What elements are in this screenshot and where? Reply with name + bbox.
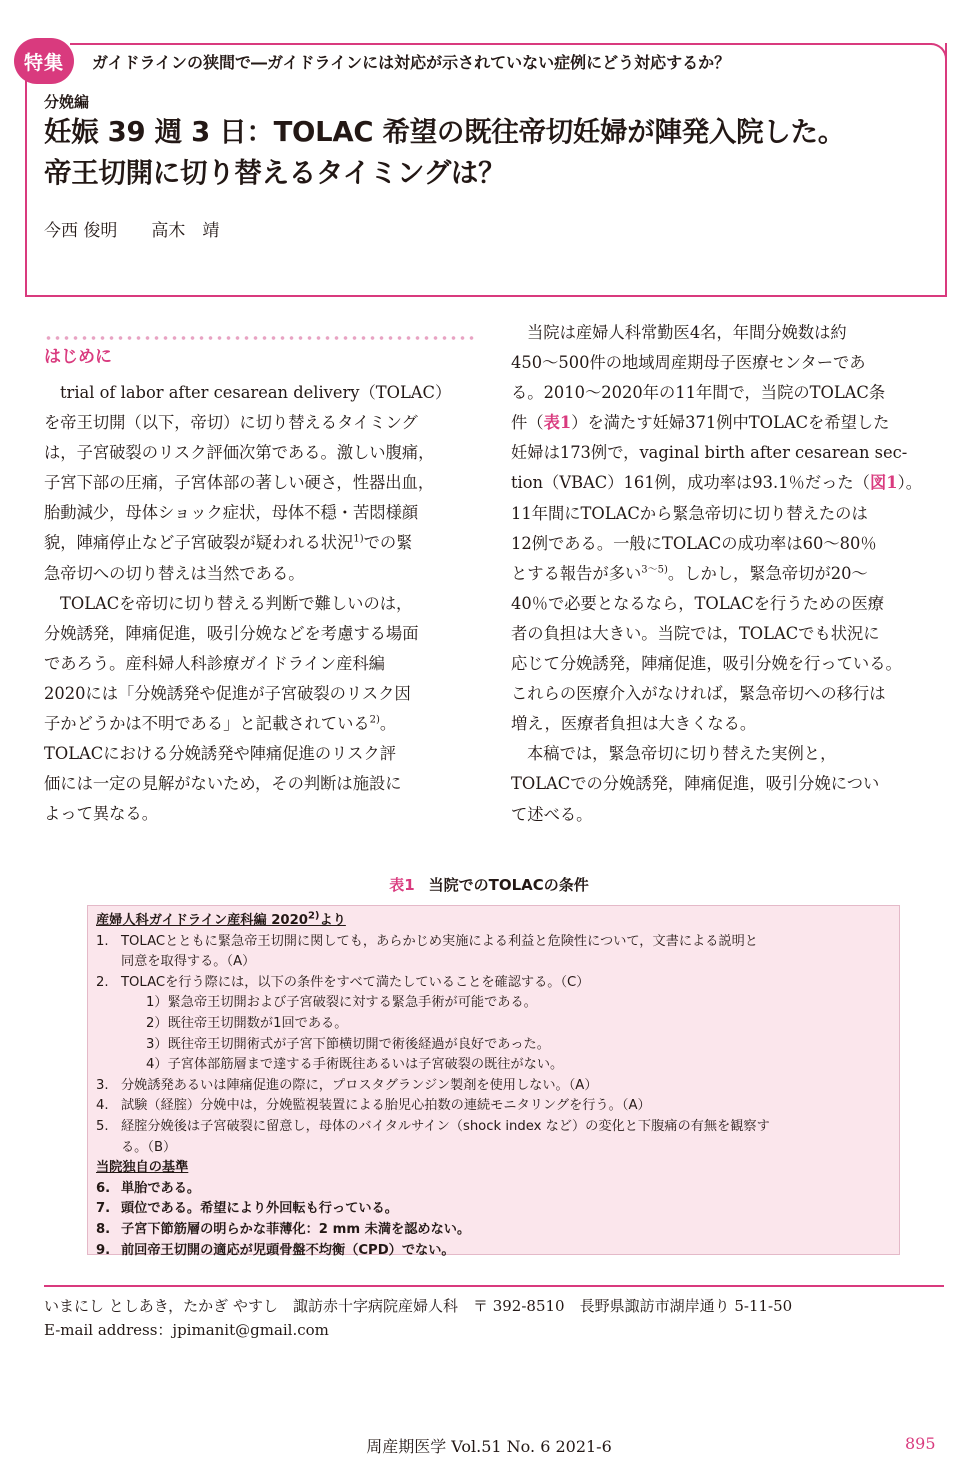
text-fragment: ）を満たす妊婦371例中TOLACを希望した [571,413,890,433]
table-item [96,952,891,973]
text-line: TOLACにおける分娩誘発や陣痛促進のリスク評 [44,744,396,764]
table-heading-text: 産婦人科ガイドライン産科編 2020 [96,913,308,928]
item-text: 2）既往帝王切開数が1回である。 [146,1015,348,1031]
text-line: TOLACを帝切に切り替える判断で難しいのは， [60,593,413,613]
text-line: は，子宮破裂のリスク評価次第である。激しい腹痛， [44,443,435,463]
intro-body [44,378,476,829]
text-line: 分娩誘発，陣痛促進，吸引分娩などを考慮する場面 [44,623,419,643]
figure-reference-link[interactable]: 図1 [869,473,898,493]
table-item [96,1096,891,1117]
item-number [96,1014,121,1035]
text-fragment: とする報告が多い [511,563,642,583]
text-line: 当院は産婦人科常勤医4名，年間分娩数は約 [527,323,847,342]
table-item [96,1076,891,1097]
text-line: る。2010～2020年の11年間で，当院のTOLAC条 [511,383,886,403]
table-item [96,1055,891,1076]
item-number: 7. [96,1201,111,1217]
item-text: 3）既往帝王切開術式が子宮下節横切開で術後経過が良好であった。 [146,1036,550,1052]
citation-superscript: 3～5) [641,564,668,576]
table-item [96,1241,891,1262]
right-column-body [511,318,943,830]
item-number: 6. [96,1180,111,1196]
author-affiliation [44,1294,792,1342]
hospital-criteria-items [96,1179,891,1261]
special-feature-badge: 特集 [14,38,74,84]
item-number: 5. [96,1118,109,1134]
article-title-line-1: 妊娠 39 週 3 日：TOLAC 希望の既往帝切妊婦が陣発入院した。 [44,116,845,148]
table-item [96,993,891,1014]
item-text: 試験（経腟）分娩中は，分娩監視装置による胎児心拍数の連続モニタリングを行う。（A） [121,1098,651,1114]
citation-superscript: 1) [353,534,364,546]
article-title [44,112,944,194]
table-reference-link[interactable]: 表1 [543,413,572,433]
section-label: 分娩編 [44,93,90,111]
table-item [96,1138,891,1159]
intro-heading: はじめに [44,347,112,367]
table-item [96,932,891,953]
item-text: 分娩誘発あるいは陣痛促進の際に，プロスタグランジン製剤を使用しない。（A） [121,1077,598,1093]
text-line: TOLACでの分娩誘発，陣痛促進，吸引分娩につい [511,774,880,794]
text-fragment: 貌，陣痛停止など子宮破裂が疑われる状況 [44,533,354,553]
table-section-heading: 当院独自の基準 [96,1160,189,1176]
text-line: これらの医療介入がなければ，緊急帝切への移行は [511,684,886,704]
series-title: ガイドラインの狭間で―ガイドラインには対応が示されていない症例にどう対応するか？ [92,53,731,72]
authors: 今西 俊明 高木 靖 [44,221,220,241]
text-line: 2020には「分娩誘発や促進が子宮破裂のリスク因 [44,683,411,703]
item-text: 前回帝王切開の適応が児頭骨盤不均衡（CPD）でない。 [121,1242,455,1258]
item-text: TOLACとともに緊急帝王切開に関しても，あらかじめ実施による利益と危険性について，文書による説明と [121,933,758,949]
table-item [96,1199,891,1220]
item-number: 3. [96,1077,109,1093]
text-line: 450～500件の地域周産期母子医療センターであ [511,353,866,373]
item-text: る。（B） [121,1139,177,1155]
item-text: 子宮下節筋層の明らかな菲薄化：2 mm 未満を認めない。 [121,1221,471,1237]
item-number: 9. [96,1242,111,1258]
item-text: TOLACを行う際には，以下の条件をすべて満たしていることを確認する。（C） [121,974,590,990]
citation-superscript: 2) [307,910,320,922]
text-line: 増え，医療者負担は大きくなる。 [511,714,757,734]
item-text: 同意を取得する。（A） [121,954,256,970]
item-number [96,1138,121,1159]
item-number: 2. [96,974,109,990]
text-line: 11年間にTOLACから緊急帝切に切り替えたのは [511,503,868,523]
footer-rule [44,1285,944,1287]
text-line: 胎動減少，母体ショック症状，母体不穏・苦悶様顔 [44,503,419,523]
text-line [511,408,943,438]
text-fragment: ）。 [897,473,923,493]
text-fragment: 。 [379,714,397,734]
table-caption [0,874,978,895]
item-number [96,1035,121,1056]
conditions-table [87,905,900,1258]
table-item [96,1014,891,1035]
text-line: 本稿では，緊急帝切に切り替えた実例と， [527,744,837,764]
text-line: trial of labor after cesarean delivery（TOLAC） [60,383,452,402]
journal-citation: 周産期医学 Vol.51 No. 6 2021-6 [366,1437,612,1456]
table-item [96,1220,891,1241]
text-fragment: tion（VBAC）161例，成功率は93.1％だった（ [511,473,870,493]
text-line [44,709,476,739]
text-line: よって異なる。 [44,804,158,824]
text-fragment: 件（ [511,413,544,433]
item-number [96,952,121,973]
item-text: 経腟分娩後は子宮破裂に留意し，母体のバイタルサイン（shock index など）の変化と下腹痛の有無を観察す [121,1118,770,1134]
text-line: 40％で必要となるなら，TOLACを行うための医療 [511,593,885,613]
text-line: 妊婦は173例で，vaginal birth after cesarean sec- [511,443,908,463]
text-line [511,559,943,589]
item-text: 頭位である。希望により外回転も行っている。 [121,1201,398,1217]
page-number: 895 [905,1434,936,1453]
item-text: 1）緊急帝王切開および子宮破裂に対する緊急手術が可能である。 [146,995,537,1011]
text-line [511,468,943,498]
text-fragment: 。しかし，緊急帝切が20～ [667,563,868,583]
text-line: 子宮下部の圧痛，子宮体部の著しい硬さ，性器出血， [44,473,435,493]
text-line: 応じて分娩誘発，陣痛促進，吸引分娩を行っている。 [511,654,902,674]
item-number [96,1055,121,1076]
text-fragment: での緊 [363,533,413,553]
email-address[interactable]: E-mail address：jpimanit@gmail.com [44,1321,329,1339]
text-line: 急帝切への切り替えは当然である。 [44,563,305,583]
text-line [44,528,476,558]
text-line: 価には一定の見解がないため，その判断は施設に [44,774,402,794]
text-line: であろう。産科婦人科診療ガイドライン産科編 [44,653,385,673]
item-number: 4. [96,1098,109,1114]
citation-superscript: 2) [369,714,380,726]
table-item [96,1035,891,1056]
text-line: 者の負担は大きい。当院では，TOLACでも状況に [511,623,880,643]
item-text: 4）子宮体部筋層まで達する手術既往あるいは子宮破裂の既往がない。 [146,1057,564,1073]
table-item [96,973,891,994]
table-number: 表1 [389,876,415,894]
item-number: 1. [96,933,109,949]
item-text: 単胎である。 [121,1180,201,1196]
text-line: て述べる。 [511,804,593,824]
table-title: 当院でのTOLACの条件 [428,876,589,894]
item-number [96,993,121,1014]
table-item [96,1179,891,1200]
affiliation-line: いまにし としあき，たかぎ やすし 諏訪赤十字病院産婦人科 〒 392-8510 長野県諏訪市湖岸通り 5-11-50 [44,1297,793,1315]
guideline-items [96,932,891,1159]
text-fragment: 子かどうかは不明である」と記載されている [44,714,370,734]
item-number: 8. [96,1221,111,1237]
table-section-heading [96,911,891,932]
text-line: 12例である。一般にTOLACの成功率は60～80％ [511,533,877,553]
text-line: を帝王切開（以下，帝切）に切り替えるタイミング [44,413,418,433]
article-title-line-2: 帝王切開に切り替えるタイミングは？ [44,157,506,189]
table-heading-text: より [319,913,346,928]
table-item [96,1117,891,1138]
section-dot-rule [44,336,476,340]
